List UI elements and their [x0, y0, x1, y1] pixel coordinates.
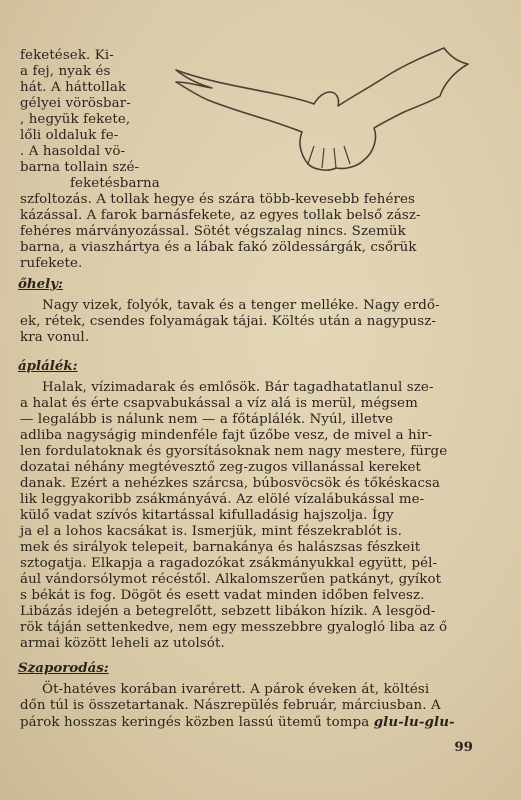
text-line: danak. Ezért a nehézkes szárcsa, búbosvöcsök és tőkéskacsa — [20, 476, 441, 491]
text-line: ek, rétek, csendes folyamágak tájai. Költés után a nagypusz- — [20, 314, 437, 329]
text-line: . A hasoldal vö- — [20, 144, 126, 159]
text-line: lőli oldaluk fe- — [20, 128, 119, 143]
text-line: sztogatja. Elkapja a ragadozókat zsákmányukkal együtt, pél- — [20, 556, 438, 571]
text-line: fehéres márványozással. Sötét végszalag nincs. Szemük — [20, 224, 406, 239]
text-line: armai között leheli az utolsót. — [20, 636, 225, 651]
text-line: feketések. Ki- — [20, 48, 114, 63]
text-line — [20, 714, 455, 731]
text-line: a halat és érte csapvabukással a víz alá is merül, mégsem — [20, 396, 418, 411]
text-line: Halak, vízimadarak és emlősök. Bár tagadhatatlanul sze- — [42, 380, 434, 395]
text-line-main: párok hosszas keringés közben lassú ütemű tompa — [20, 715, 370, 730]
text-line: , hegyük fekete, — [20, 112, 131, 127]
section-heading-food: áplálék: — [18, 358, 78, 374]
text-line: barna, a viaszhártya és a lábak fakó zöldessárgák, csőrük — [20, 240, 417, 255]
text-line: — legalább is nálunk nem — a főtáplálék. Nyúl, illetve — [20, 412, 394, 427]
text-line: a fej, nyak és — [20, 64, 111, 79]
text-line: Öt-hatéves korában ivarérett. A párok éveken át, költési — [42, 682, 430, 697]
text-line: dőn túl is összetartanak. Nászrepülés február, márciusban. A — [20, 698, 441, 713]
section-heading-reproduction: Szaporodás: — [18, 660, 109, 676]
text-line: Libázás idején a betegrelőtt, sebzett libákon hízik. A lesgöd- — [20, 604, 436, 619]
text-line: dozatai néhány megtévesztő zeg-zugos villanással kereket — [20, 460, 421, 475]
text-line: gélyei vörösbar- — [20, 96, 131, 111]
text-line: adliba nagyságig mindenféle fajt űzőbe vesz, de mivel a hir- — [20, 428, 433, 443]
page-number: 99 — [454, 739, 473, 755]
text-line: külő vadat szívós kitartással kifulladásig hajszolja. Így — [20, 508, 394, 523]
text-line: s békát is fog. Dögöt és esett vadat minden időben felvesz. — [20, 588, 425, 603]
call-sound: glu-lu-glu- — [373, 714, 455, 730]
text-line: barna tollain szé- — [20, 160, 140, 175]
text-line: hát. A háttollak — [20, 80, 127, 95]
text-line: lik leggyakoribb zsákmányává. Az elölé vízalábukással me- — [20, 492, 425, 507]
text-line: szfoltozás. A tollak hegye és szára több-kevesebb fehéres — [20, 192, 416, 207]
text-line: rök táján settenkedve, nem egy messzebbre gyalogló liba az ő — [20, 620, 448, 635]
section-heading-habitat: őhely: — [18, 276, 63, 292]
text-line: feketésbarna — [70, 176, 160, 191]
text-line: len fordulatoknak és gyorsításoknak nem nagy mestere, fürge — [20, 444, 448, 459]
text-line: mek és sirályok telepeit, barnakánya és halászsas fészkeit — [20, 540, 421, 555]
text-line: ja el a lohos kacsákat is. Ismerjük, mint fészekrablót is. — [20, 524, 402, 539]
text-line: ául vándorsólymot récéstől. Alkalomszerűen patkányt, gyíkot — [20, 572, 442, 587]
text-line: rufekete. — [20, 256, 83, 271]
eagle-outline-icon — [168, 42, 520, 174]
eagle-illustration — [168, 42, 520, 174]
text-line: kázással. A farok barnásfekete, az egyes tollak belső zász- — [20, 208, 421, 223]
text-line: kra vonul. — [20, 330, 90, 345]
text-line: Nagy vizek, folyók, tavak és a tenger melléke. Nagy erdő- — [42, 298, 440, 313]
